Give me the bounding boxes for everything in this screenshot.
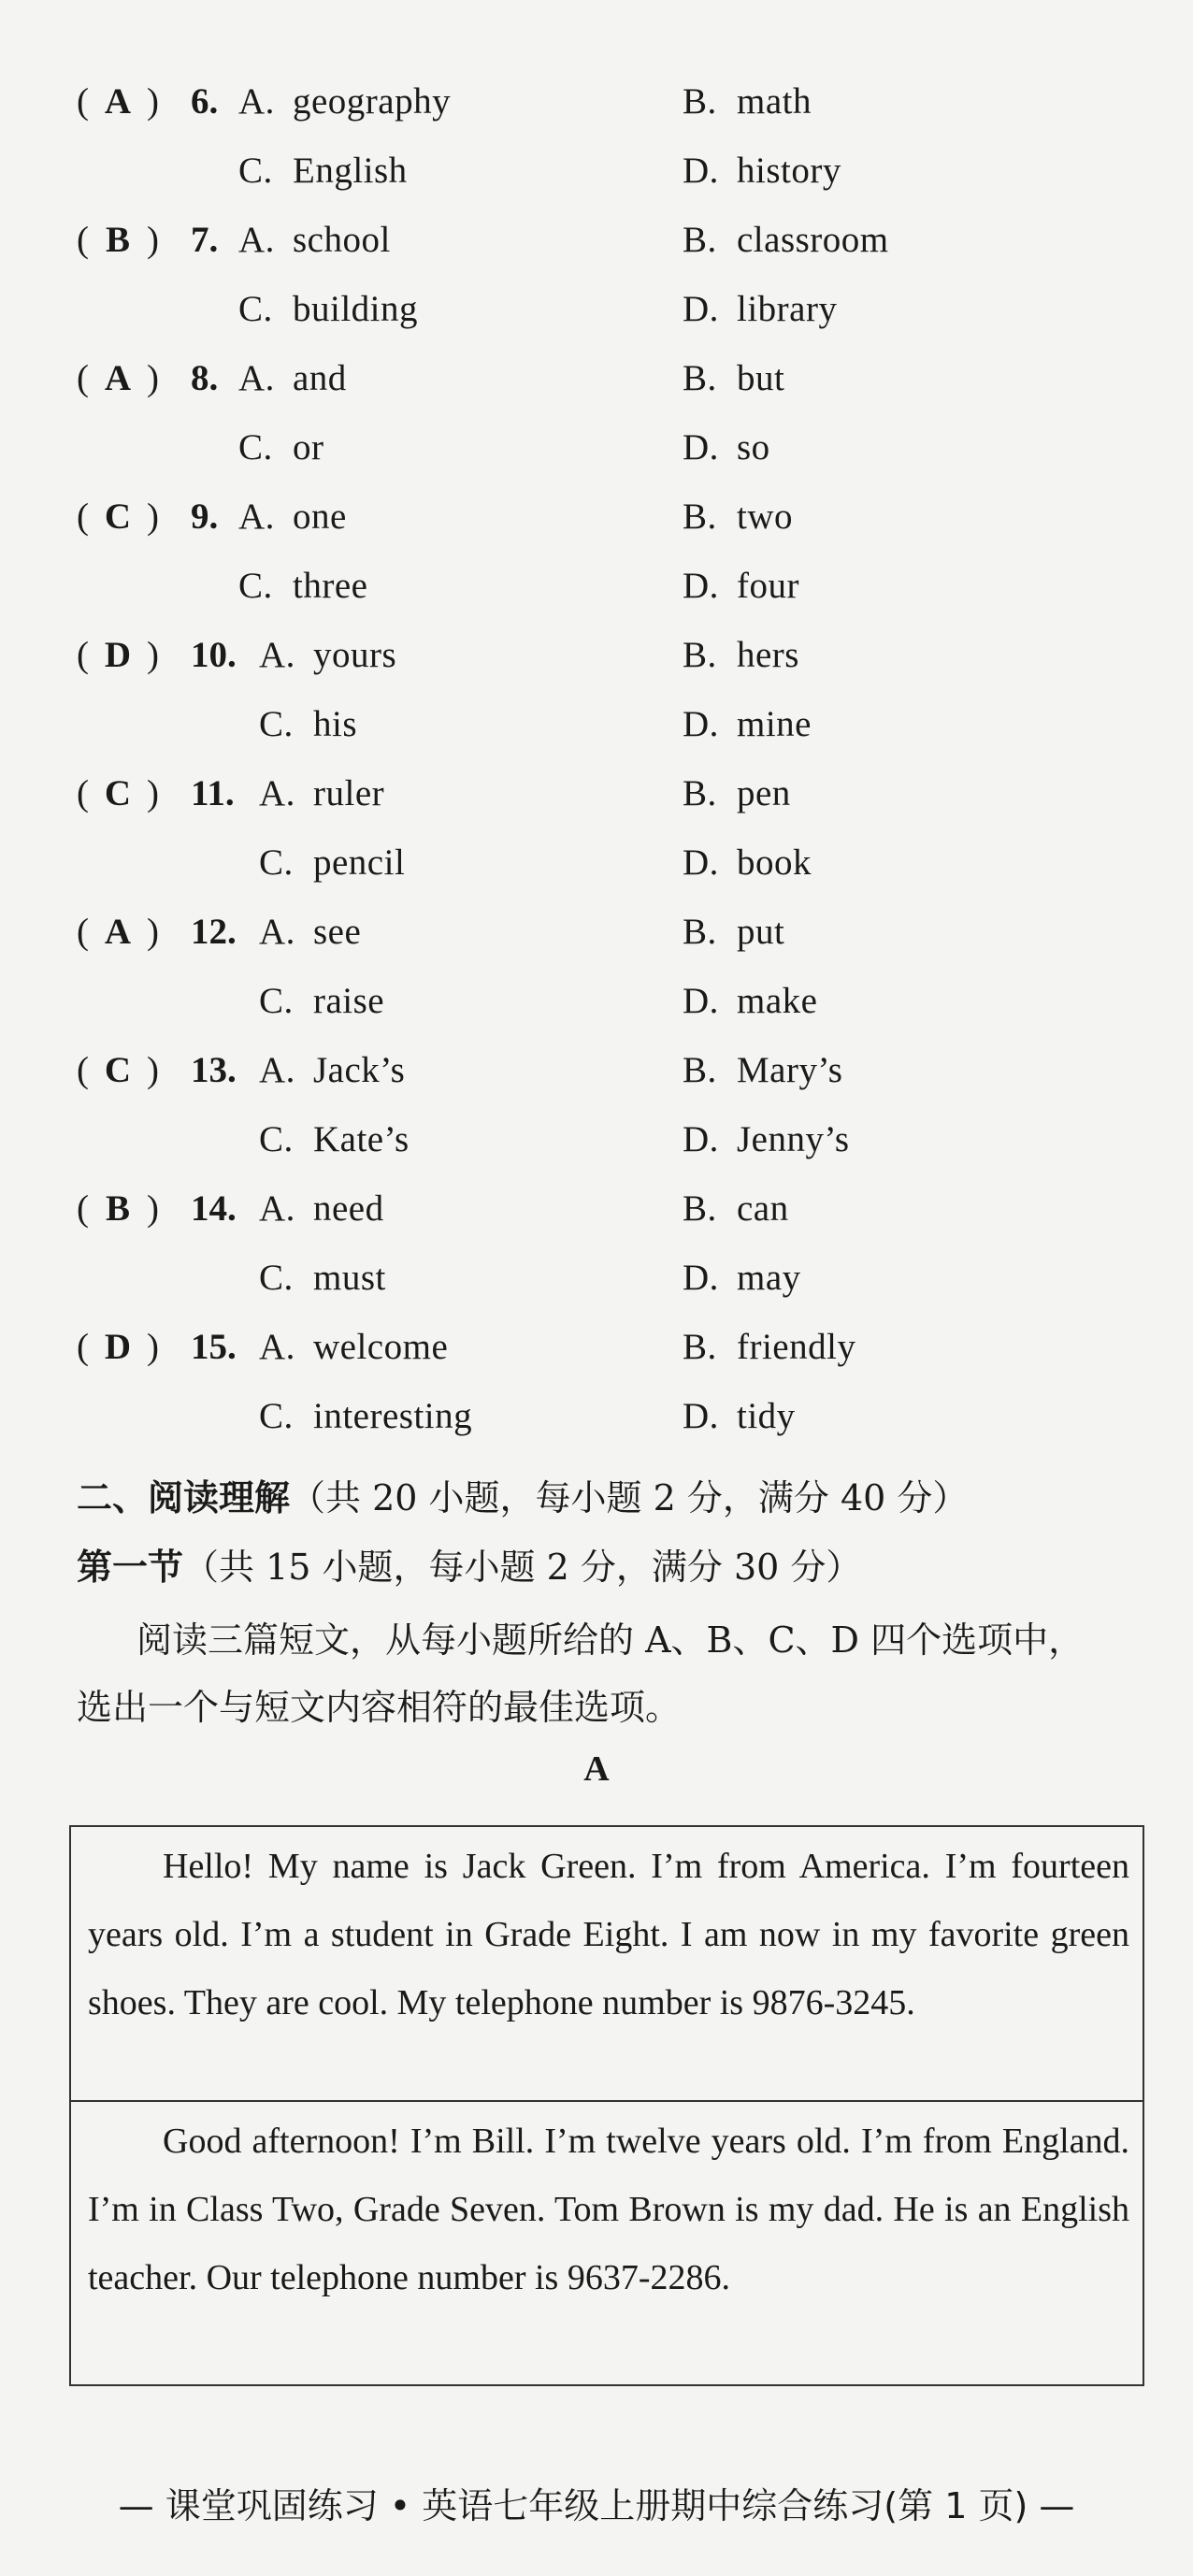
option-text: welcome [313,1327,449,1367]
question-row-continued [0,1244,1193,1313]
passage-bill: Good afternoon! I’m Bill. I’m twelve years old. I’m from England. I’m in Class Two, Grade Seven. Tom Brown is my dad. He is an English teacher. Our telephone number is 9637-2286. [88,2122,1129,2297]
option [683,898,784,967]
answer-bracket: ( D ) [77,1313,159,1382]
option-letter: C. [238,566,273,606]
option [259,1244,386,1313]
part-scoring-note: （共 15 小题，每小题 2 分，满分 30 分） [183,1547,862,1588]
option-text: hers [737,635,799,675]
option [259,1313,448,1382]
option [238,275,418,344]
option-letter: A. [259,635,295,675]
option-text: or [293,427,324,468]
option-letter: D. [683,981,719,1021]
option-letter: D. [683,1258,719,1298]
question-number: 8. [191,358,219,398]
question-row [0,759,1193,828]
page-footer: — 课堂巩固练习 • 英语七年级上册期中综合练习(第 1 页) — [118,2485,1075,2526]
option-text: pen [737,773,791,813]
option-text: geography [293,81,452,122]
option-text: Jenny’s [737,1119,850,1159]
answer-bracket: ( C ) [77,482,159,552]
answer-letter: B [105,220,130,260]
passage-box [69,1825,1144,2386]
option [683,67,812,137]
question-row [0,1036,1193,1105]
option-text: Kate’s [313,1119,410,1159]
option-text: two [737,496,793,537]
option-letter: A. [259,912,295,952]
option [238,344,347,413]
option [683,967,817,1036]
option-text: Mary’s [737,1050,843,1090]
option-text: three [293,566,368,606]
answer-letter: A [104,358,132,398]
question-number: 14. [191,1188,237,1229]
option [238,413,324,482]
option-letter: D. [683,842,719,883]
option-text: can [737,1188,789,1229]
question-number: 7. [191,220,219,260]
option-text: Jack’s [313,1050,406,1090]
question-row [0,67,1193,137]
question-number: 9. [191,496,219,537]
option [238,482,347,552]
option-text: building [293,289,419,329]
option [683,828,812,898]
option-text: his [313,704,358,744]
option-letter: B. [683,358,717,398]
option [683,1174,789,1244]
option-letter: C. [238,289,273,329]
option [683,690,812,759]
question-row [0,621,1193,690]
question-row [0,1313,1193,1382]
answer-bracket: ( A ) [77,898,159,967]
passage-divider [71,2100,1143,2102]
option-text: put [737,912,785,952]
option-letter: D. [683,1119,719,1159]
option-letter: C. [238,427,273,468]
option [259,621,396,690]
option [683,206,889,275]
instructions-line-2: 选出一个与短文内容相符的最佳选项。 [77,1687,682,1728]
question-row [0,898,1193,967]
question-number: 13. [191,1050,237,1090]
option-letter: A. [238,220,275,260]
instructions-line-1: 阅读三篇短文，从每小题所给的 A、B、C、D 四个选项中， [137,1619,1085,1661]
answer-bracket: ( B ) [77,1174,159,1244]
option-letter: C. [259,1119,294,1159]
option-letter: D. [683,704,719,744]
option-letter: D. [683,566,719,606]
option [683,1105,850,1174]
option-letter: B. [683,635,717,675]
option [683,1244,801,1313]
option-text: school [293,220,391,260]
option-letter: A. [259,1050,295,1090]
option-letter: A. [238,496,275,537]
option [259,1174,384,1244]
option [683,621,799,690]
option-letter: C. [259,704,294,744]
question-row [0,206,1193,275]
section-title: 二、阅读理解 [77,1477,291,1518]
option-letter: D. [683,427,719,468]
option-text: history [737,151,841,191]
section-scoring-note: （共 20 小题，每小题 2 分，满分 40 分） [290,1477,969,1518]
option-letter: B. [683,1188,717,1229]
option [259,1382,472,1451]
option-letter: C. [259,842,294,883]
option-letter: C. [259,981,294,1021]
option-text: make [737,981,818,1021]
option-text: and [293,358,347,398]
option-text: English [293,151,408,191]
option-letter: B. [683,1327,717,1367]
option [683,552,799,621]
option-letter: C. [238,151,273,191]
question-row-continued [0,967,1193,1036]
option-letter: C. [259,1258,294,1298]
option [683,1036,843,1105]
option-text: classroom [737,220,889,260]
option-text: so [737,427,770,468]
answer-bracket: ( C ) [77,759,159,828]
option-letter: B. [683,912,717,952]
question-row [0,344,1193,413]
question-row-continued [0,275,1193,344]
option-text: tidy [737,1396,796,1436]
question-row-continued [0,137,1193,206]
option-text: but [737,358,785,398]
option [259,828,405,898]
option-text: interesting [313,1396,473,1436]
option [238,67,451,137]
option-letter: A. [259,1188,295,1229]
answer-bracket: ( A ) [77,67,159,137]
answer-letter: D [104,1327,132,1367]
option-letter: A. [259,773,295,813]
option-letter: D. [683,289,719,329]
question-row-continued [0,1382,1193,1451]
option [259,967,384,1036]
option-letter: B. [683,81,717,122]
option-letter: B. [683,773,717,813]
part-title: 第一节 [77,1547,184,1588]
answer-bracket: ( D ) [77,621,159,690]
option-text: four [737,566,799,606]
option [683,344,784,413]
option [683,759,791,828]
answer-bracket: ( A ) [77,344,159,413]
option [683,275,837,344]
option [238,137,408,206]
option [259,690,357,759]
answer-bracket: ( B ) [77,206,159,275]
option-letter: B. [683,220,717,260]
option-text: must [313,1258,386,1298]
option-letter: B. [683,1050,717,1090]
answer-letter: C [104,773,132,813]
passage-title: A [583,1749,610,1789]
option-letter: A. [238,81,275,122]
option [259,1036,405,1105]
option-letter: A. [259,1327,295,1367]
option [683,413,770,482]
option-text: raise [313,981,385,1021]
question-number: 15. [191,1327,237,1367]
option-text: book [737,842,812,883]
answer-letter: D [104,635,132,675]
question-row [0,482,1193,552]
question-row-continued [0,690,1193,759]
answer-options-list [0,67,1193,1451]
option [683,1313,855,1382]
answer-letter: A [104,81,132,122]
question-row [0,1174,1193,1244]
question-number: 11. [191,773,235,813]
option-text: one [293,496,347,537]
option-letter: D. [683,151,719,191]
answer-bracket: ( C ) [77,1036,159,1105]
question-row-continued [0,552,1193,621]
answer-letter: A [104,912,132,952]
option [238,552,367,621]
option [238,206,391,275]
option-letter: C. [259,1396,294,1436]
answer-letter: C [104,496,132,537]
question-row-continued [0,1105,1193,1174]
question-number: 6. [191,81,219,122]
question-number: 10. [191,635,237,675]
part-heading [77,1539,861,1595]
option [259,759,384,828]
option [683,1382,796,1451]
question-number: 12. [191,912,237,952]
option [259,1105,410,1174]
option-text: yours [313,635,397,675]
question-row-continued [0,413,1193,482]
option-letter: D. [683,1396,719,1436]
option-letter: B. [683,496,717,537]
option [683,137,841,206]
option-text: friendly [737,1327,856,1367]
option-text: see [313,912,362,952]
option-text: may [737,1258,801,1298]
answer-letter: C [104,1050,132,1090]
option-text: need [313,1188,384,1229]
option-letter: A. [238,358,275,398]
option [683,482,793,552]
option-text: pencil [313,842,406,883]
option-text: library [737,289,838,329]
question-row-continued [0,828,1193,898]
answer-letter: B [105,1188,130,1229]
option-text: ruler [313,773,385,813]
section-heading-reading [77,1470,968,1526]
option-text: mine [737,704,812,744]
option-text: math [737,81,812,122]
passage-jack: Hello! My name is Jack Green. I’m from America. I’m fourteen years old. I’m a student in Grade Eight. I am now in my favorite green shoes. They are cool. My telephone number is 9876-3245. [88,1847,1129,2022]
option [259,898,361,967]
